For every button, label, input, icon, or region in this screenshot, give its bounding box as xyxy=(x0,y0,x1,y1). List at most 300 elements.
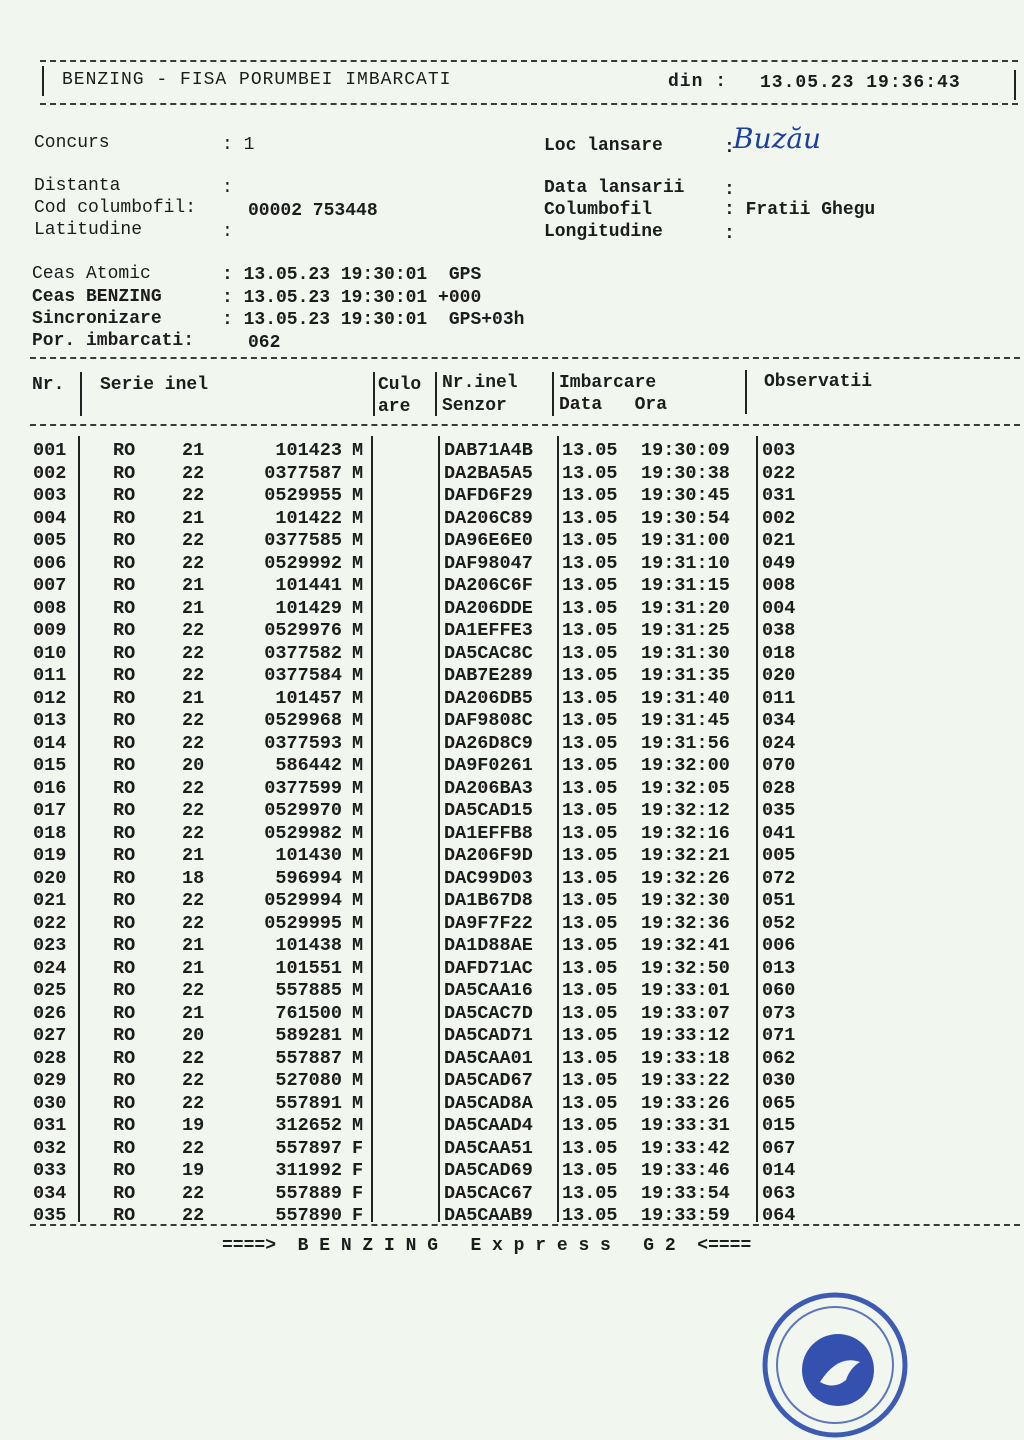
row-observatii: 070 xyxy=(762,755,796,776)
row-date: 13.05 xyxy=(562,620,618,641)
row-time: 19:33:07 xyxy=(641,1002,730,1024)
row-observatii: 035 xyxy=(762,800,796,821)
row-sensor: DA206DB5 xyxy=(444,687,533,709)
row-ring-number: 101441 xyxy=(275,575,342,596)
header-sep-1 xyxy=(80,372,82,416)
row-time: 19:33:22 xyxy=(641,1070,730,1091)
table-row xyxy=(0,575,1024,597)
table-row xyxy=(0,755,1024,777)
row-observatii: 051 xyxy=(762,890,796,911)
row-nr: 004 xyxy=(33,507,67,529)
row-year: 21 xyxy=(182,440,205,461)
header-top-rule xyxy=(40,60,1018,62)
table-row xyxy=(0,913,1024,935)
row-ring-number: 0529992 xyxy=(264,552,342,574)
row-year: 22 xyxy=(182,800,205,821)
row-date: 13.05 xyxy=(562,1115,618,1136)
row-ring-number: 761500 xyxy=(275,1002,342,1024)
row-sensor: DAF98047 xyxy=(444,552,533,574)
row-ring-number: 0377585 xyxy=(264,530,342,551)
table-row xyxy=(0,665,1024,687)
row-observatii: 060 xyxy=(762,980,796,1001)
table-row xyxy=(0,463,1024,485)
table-row xyxy=(0,980,1024,1002)
porumbei-imbarcati-label: Por. imbarcati: xyxy=(32,331,195,351)
row-sensor: DAF9808C xyxy=(444,710,533,731)
row-observatii: 071 xyxy=(762,1025,796,1046)
row-time: 19:31:00 xyxy=(641,530,730,551)
row-nr: 022 xyxy=(33,912,67,934)
table-row xyxy=(0,935,1024,957)
row-date: 13.05 xyxy=(562,822,618,844)
row-year: 21 xyxy=(182,935,205,956)
row-year: 21 xyxy=(182,507,205,529)
row-observatii: 013 xyxy=(762,957,796,979)
row-sensor: DAC99D03 xyxy=(444,867,533,889)
row-nr: 025 xyxy=(33,980,67,1001)
row-time: 19:32:26 xyxy=(641,867,730,889)
sincronizare-label: Sincronizare xyxy=(32,309,162,329)
table-row xyxy=(0,710,1024,732)
row-observatii: 006 xyxy=(762,935,796,956)
header-bottom-rule xyxy=(40,103,1018,105)
row-year: 19 xyxy=(182,1160,205,1181)
row-observatii: 005 xyxy=(762,845,796,866)
table-row xyxy=(0,733,1024,755)
footer-benzing-express: ====> B E N Z I N G E x p r e s s G 2 <==== xyxy=(222,1236,752,1256)
col-header-data-ora: Data Ora xyxy=(559,395,668,415)
row-sex: M xyxy=(352,440,364,461)
row-time: 19:31:45 xyxy=(641,710,730,731)
row-country: RO xyxy=(113,1002,136,1024)
row-year: 22 xyxy=(182,530,205,551)
row-time: 19:32:05 xyxy=(641,777,730,799)
row-sex: M xyxy=(352,485,364,506)
row-sensor: DA1EFFE3 xyxy=(444,620,533,641)
table-row xyxy=(0,1048,1024,1070)
row-date: 13.05 xyxy=(562,687,618,709)
row-sensor: DA96E6E0 xyxy=(444,530,533,551)
row-sensor: DA5CAC67 xyxy=(444,1182,533,1204)
row-date: 13.05 xyxy=(562,732,618,754)
row-date: 13.05 xyxy=(562,1205,618,1226)
row-sensor: DA5CAA51 xyxy=(444,1137,533,1159)
row-sensor: DA1EFFB8 xyxy=(444,822,533,844)
row-ring-number: 0377584 xyxy=(264,665,342,686)
row-sensor: DA206BA3 xyxy=(444,777,533,799)
row-country: RO xyxy=(113,575,136,596)
row-ring-number: 101457 xyxy=(275,687,342,709)
row-year: 22 xyxy=(182,777,205,799)
row-country: RO xyxy=(113,597,136,619)
row-country: RO xyxy=(113,777,136,799)
row-country: RO xyxy=(113,665,136,686)
row-nr: 016 xyxy=(33,777,67,799)
ceas-atomic-label: Ceas Atomic xyxy=(32,264,151,284)
date-label: din : xyxy=(668,72,728,92)
row-year: 22 xyxy=(182,620,205,641)
ceas-benzing-label: Ceas BENZING xyxy=(32,287,162,307)
row-year: 22 xyxy=(182,665,205,686)
row-sex: F xyxy=(352,1182,364,1204)
row-sex: M xyxy=(352,575,364,596)
row-sensor: DAFD6F29 xyxy=(444,485,533,506)
row-year: 22 xyxy=(182,822,205,844)
distanta-value: : xyxy=(222,178,233,198)
row-time: 19:32:41 xyxy=(641,935,730,956)
row-date: 13.05 xyxy=(562,890,618,911)
row-date: 13.05 xyxy=(562,440,618,461)
row-country: RO xyxy=(113,642,136,664)
row-sex: M xyxy=(352,777,364,799)
row-ring-number: 557891 xyxy=(275,1092,342,1114)
row-sensor: DA2BA5A5 xyxy=(444,462,533,484)
row-date: 13.05 xyxy=(562,800,618,821)
row-sex: M xyxy=(352,1115,364,1136)
row-year: 22 xyxy=(182,1137,205,1159)
row-nr: 006 xyxy=(33,552,67,574)
col-header-nr: Nr. xyxy=(32,375,65,395)
row-date: 13.05 xyxy=(562,642,618,664)
row-sensor: DA5CAD71 xyxy=(444,1025,533,1046)
header-sep-2 xyxy=(373,372,375,416)
row-date: 13.05 xyxy=(562,845,618,866)
row-year: 20 xyxy=(182,1025,205,1046)
table-row xyxy=(0,440,1024,462)
ceas-benzing-value: : 13.05.23 19:30:01 +000 xyxy=(222,288,482,308)
row-sensor: DA5CAD69 xyxy=(444,1160,533,1181)
loc-lansare-label: Loc lansare xyxy=(544,136,663,156)
table-row xyxy=(0,598,1024,620)
row-nr: 017 xyxy=(33,800,67,821)
row-sex: M xyxy=(352,597,364,619)
row-sex: M xyxy=(352,755,364,776)
row-sensor: DA9F7F22 xyxy=(444,912,533,934)
row-sex: M xyxy=(352,1092,364,1114)
row-observatii: 049 xyxy=(762,552,796,574)
row-country: RO xyxy=(113,1182,136,1204)
table-row xyxy=(0,508,1024,530)
row-ring-number: 101423 xyxy=(275,440,342,461)
row-observatii: 041 xyxy=(762,822,796,844)
row-ring-number: 557887 xyxy=(275,1047,342,1069)
row-year: 22 xyxy=(182,485,205,506)
handwritten-release-location: Buzău xyxy=(733,122,822,155)
longitudine-label: Longitudine xyxy=(544,222,663,242)
col-header-imbarcare: Imbarcare xyxy=(559,373,657,393)
row-nr: 008 xyxy=(33,597,67,619)
row-observatii: 030 xyxy=(762,1070,796,1091)
row-ring-number: 527080 xyxy=(275,1070,342,1091)
row-sex: M xyxy=(352,530,364,551)
row-time: 19:32:21 xyxy=(641,845,730,866)
row-sex: M xyxy=(352,665,364,686)
row-ring-number: 557885 xyxy=(275,980,342,1001)
row-time: 19:31:56 xyxy=(641,732,730,754)
row-nr: 032 xyxy=(33,1137,67,1159)
table-row xyxy=(0,1070,1024,1092)
row-nr: 033 xyxy=(33,1160,67,1181)
table-row xyxy=(0,1183,1024,1205)
concurs-label: Concurs xyxy=(34,133,110,153)
row-observatii: 020 xyxy=(762,665,796,686)
row-observatii: 038 xyxy=(762,620,796,641)
row-nr: 001 xyxy=(33,440,67,461)
row-observatii: 052 xyxy=(762,912,796,934)
row-nr: 031 xyxy=(33,1115,67,1136)
row-sex: M xyxy=(352,1070,364,1091)
row-sensor: DAB71A4B xyxy=(444,440,533,461)
row-date: 13.05 xyxy=(562,575,618,596)
row-country: RO xyxy=(113,1115,136,1136)
row-observatii: 065 xyxy=(762,1092,796,1114)
row-date: 13.05 xyxy=(562,552,618,574)
row-ring-number: 557889 xyxy=(275,1182,342,1204)
row-country: RO xyxy=(113,687,136,709)
row-nr: 034 xyxy=(33,1182,67,1204)
row-nr: 028 xyxy=(33,1047,67,1069)
row-ring-number: 101429 xyxy=(275,597,342,619)
row-ring-number: 0529976 xyxy=(264,620,342,641)
row-observatii: 063 xyxy=(762,1182,796,1204)
row-sensor: DA206C89 xyxy=(444,507,533,529)
row-time: 19:33:01 xyxy=(641,980,730,1001)
row-year: 21 xyxy=(182,957,205,979)
row-nr: 027 xyxy=(33,1025,67,1046)
row-nr: 020 xyxy=(33,867,67,889)
col-header-observatii: Observatii xyxy=(764,372,873,392)
row-sex: M xyxy=(352,800,364,821)
data-lansarii-value: : xyxy=(724,180,735,200)
row-observatii: 062 xyxy=(762,1047,796,1069)
row-observatii: 004 xyxy=(762,597,796,619)
header-sep-5 xyxy=(745,370,747,414)
data-lansarii-label: Data lansarii xyxy=(544,178,685,198)
row-time: 19:31:10 xyxy=(641,552,730,574)
row-country: RO xyxy=(113,485,136,506)
row-country: RO xyxy=(113,552,136,574)
row-year: 21 xyxy=(182,575,205,596)
row-year: 21 xyxy=(182,1002,205,1024)
row-observatii: 015 xyxy=(762,1115,796,1136)
row-date: 13.05 xyxy=(562,1070,618,1091)
row-year: 20 xyxy=(182,755,205,776)
row-sex: M xyxy=(352,957,364,979)
col-header-culoare-bottom: are xyxy=(378,397,411,417)
row-observatii: 008 xyxy=(762,575,796,596)
row-observatii: 072 xyxy=(762,867,796,889)
row-time: 19:31:15 xyxy=(641,575,730,596)
row-date: 13.05 xyxy=(562,777,618,799)
row-observatii: 022 xyxy=(762,462,796,484)
row-nr: 007 xyxy=(33,575,67,596)
row-nr: 015 xyxy=(33,755,67,776)
row-nr: 011 xyxy=(33,665,67,686)
row-nr: 023 xyxy=(33,935,67,956)
row-time: 19:33:42 xyxy=(641,1137,730,1159)
row-date: 13.05 xyxy=(562,1025,618,1046)
row-date: 13.05 xyxy=(562,485,618,506)
row-year: 22 xyxy=(182,1205,205,1226)
row-ring-number: 557897 xyxy=(275,1137,342,1159)
row-sex: M xyxy=(352,867,364,889)
row-country: RO xyxy=(113,732,136,754)
row-time: 19:33:31 xyxy=(641,1115,730,1136)
row-country: RO xyxy=(113,845,136,866)
row-country: RO xyxy=(113,1205,136,1226)
row-time: 19:32:12 xyxy=(641,800,730,821)
row-time: 19:33:18 xyxy=(641,1047,730,1069)
row-date: 13.05 xyxy=(562,867,618,889)
row-nr: 010 xyxy=(33,642,67,664)
row-ring-number: 0529968 xyxy=(264,710,342,731)
concurs-value: : 1 xyxy=(222,135,255,155)
row-country: RO xyxy=(113,912,136,934)
table-row xyxy=(0,845,1024,867)
row-sensor: DA26D8C9 xyxy=(444,732,533,754)
row-sex: M xyxy=(352,1002,364,1024)
row-nr: 003 xyxy=(33,485,67,506)
row-date: 13.05 xyxy=(562,1002,618,1024)
row-country: RO xyxy=(113,755,136,776)
row-sex: F xyxy=(352,1160,364,1181)
row-time: 19:32:30 xyxy=(641,890,730,911)
row-ring-number: 311992 xyxy=(275,1160,342,1181)
row-date: 13.05 xyxy=(562,935,618,956)
row-time: 19:32:50 xyxy=(641,957,730,979)
col-header-nr-inel: Nr.inel xyxy=(442,373,518,393)
row-nr: 013 xyxy=(33,710,67,731)
row-country: RO xyxy=(113,1025,136,1046)
row-year: 22 xyxy=(182,732,205,754)
row-ring-number: 0377582 xyxy=(264,642,342,664)
table-row xyxy=(0,1025,1024,1047)
loc-lansare-colon: : xyxy=(724,138,735,158)
table-row xyxy=(0,688,1024,710)
col-header-senzor: Senzor xyxy=(442,396,507,416)
columbofil-value: : Fratii Ghegu xyxy=(724,200,876,220)
row-ring-number: 596994 xyxy=(275,867,342,889)
table-row xyxy=(0,1160,1024,1182)
row-country: RO xyxy=(113,462,136,484)
row-time: 19:31:40 xyxy=(641,687,730,709)
row-ring-number: 586442 xyxy=(275,755,342,776)
row-nr: 026 xyxy=(33,1002,67,1024)
sincronizare-value: : 13.05.23 19:30:01 GPS+03h xyxy=(222,310,525,330)
row-ring-number: 0529970 xyxy=(264,800,342,821)
table-row xyxy=(0,485,1024,507)
row-sex: M xyxy=(352,462,364,484)
row-year: 22 xyxy=(182,642,205,664)
row-observatii: 024 xyxy=(762,732,796,754)
row-nr: 021 xyxy=(33,890,67,911)
row-nr: 019 xyxy=(33,845,67,866)
row-nr: 029 xyxy=(33,1070,67,1091)
ceas-atomic-value: : 13.05.23 19:30:01 GPS xyxy=(222,265,482,285)
row-sensor: DA9F0261 xyxy=(444,755,533,776)
table-bottom-rule xyxy=(30,1224,1020,1226)
row-year: 22 xyxy=(182,912,205,934)
columbofil-label: Columbofil xyxy=(544,200,653,220)
row-ring-number: 0529994 xyxy=(264,890,342,911)
row-sex: M xyxy=(352,732,364,754)
row-date: 13.05 xyxy=(562,597,618,619)
row-observatii: 021 xyxy=(762,530,796,551)
row-ring-number: 0377593 xyxy=(264,732,342,754)
row-date: 13.05 xyxy=(562,1092,618,1114)
row-time: 19:31:30 xyxy=(641,642,730,664)
porumbei-imbarcati-value: 062 xyxy=(248,333,281,353)
row-sex: M xyxy=(352,935,364,956)
table-row xyxy=(0,643,1024,665)
row-sensor: DA206DDE xyxy=(444,597,533,619)
row-observatii: 064 xyxy=(762,1205,796,1226)
longitudine-value: : xyxy=(724,224,735,244)
document-title: BENZING - FISA PORUMBEI IMBARCATI xyxy=(62,70,452,90)
row-ring-number: 589281 xyxy=(275,1025,342,1046)
row-sex: M xyxy=(352,822,364,844)
row-country: RO xyxy=(113,822,136,844)
row-nr: 012 xyxy=(33,687,67,709)
row-sex: F xyxy=(352,1205,364,1226)
row-date: 13.05 xyxy=(562,462,618,484)
table-row xyxy=(0,1115,1024,1137)
row-date: 13.05 xyxy=(562,980,618,1001)
table-row xyxy=(0,553,1024,575)
row-nr: 005 xyxy=(33,530,67,551)
row-year: 21 xyxy=(182,687,205,709)
table-row xyxy=(0,620,1024,642)
row-time: 19:30:38 xyxy=(641,462,730,484)
row-nr: 014 xyxy=(33,732,67,754)
row-nr: 018 xyxy=(33,822,67,844)
row-observatii: 031 xyxy=(762,485,796,506)
row-sensor: DA5CAC8C xyxy=(444,642,533,664)
row-year: 22 xyxy=(182,890,205,911)
row-time: 19:32:00 xyxy=(641,755,730,776)
table-row xyxy=(0,1003,1024,1025)
row-time: 19:32:36 xyxy=(641,912,730,934)
row-date: 13.05 xyxy=(562,912,618,934)
row-year: 18 xyxy=(182,867,205,889)
row-ring-number: 557890 xyxy=(275,1205,342,1226)
table-top-rule xyxy=(30,357,1020,359)
row-country: RO xyxy=(113,1047,136,1069)
row-year: 22 xyxy=(182,1047,205,1069)
row-year: 22 xyxy=(182,552,205,574)
row-sensor: DAFD71AC xyxy=(444,957,533,979)
row-sensor: DA1B67D8 xyxy=(444,890,533,911)
row-sensor: DA1D88AE xyxy=(444,935,533,956)
row-observatii: 073 xyxy=(762,1002,796,1024)
row-time: 19:33:59 xyxy=(641,1205,730,1226)
table-row xyxy=(0,778,1024,800)
row-time: 19:32:16 xyxy=(641,822,730,844)
date-value: 13.05.23 19:36:43 xyxy=(760,73,961,93)
row-country: RO xyxy=(113,935,136,956)
row-time: 19:30:09 xyxy=(641,440,730,461)
row-year: 21 xyxy=(182,597,205,619)
row-ring-number: 101551 xyxy=(275,957,342,979)
row-observatii: 002 xyxy=(762,507,796,529)
row-time: 19:33:46 xyxy=(641,1160,730,1181)
row-country: RO xyxy=(113,890,136,911)
row-sex: M xyxy=(352,1047,364,1069)
row-date: 13.05 xyxy=(562,665,618,686)
row-ring-number: 312652 xyxy=(275,1115,342,1136)
row-sex: M xyxy=(352,845,364,866)
row-year: 22 xyxy=(182,980,205,1001)
